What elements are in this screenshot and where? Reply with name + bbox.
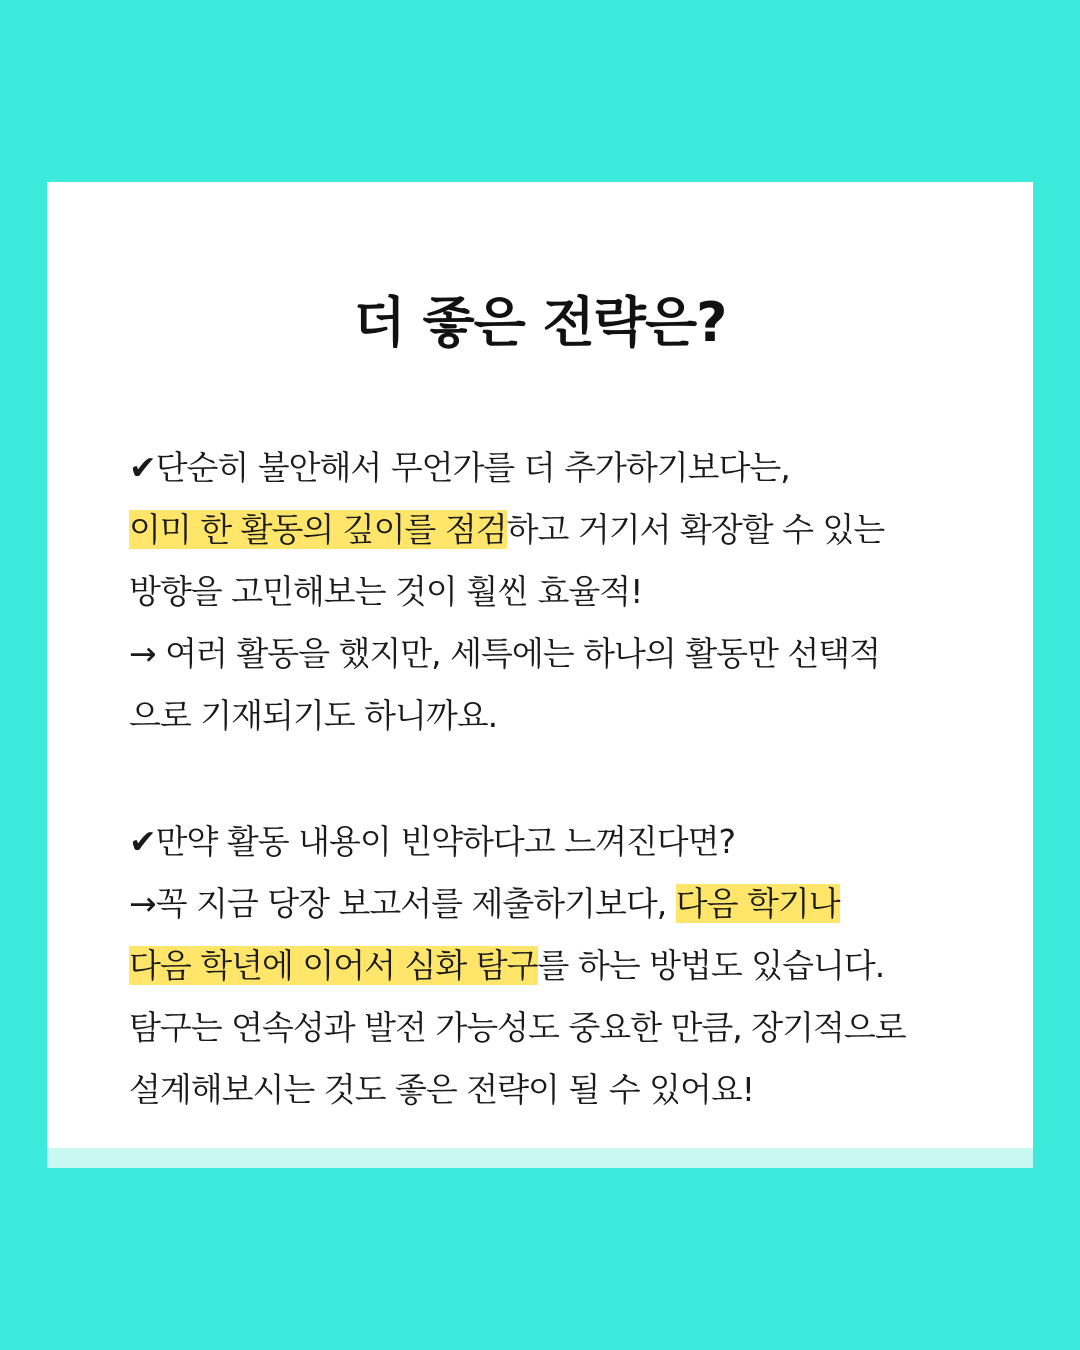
section2-line5: 설계해보시는 것도 좋은 전략이 될 수 있어요! [129, 1070, 754, 1109]
section2-line3-rest: 를 하는 방법도 있습니다. [537, 946, 885, 985]
content-card [47, 182, 1033, 1148]
section1-line5: 으로 기재되기도 하니까요. [129, 696, 498, 735]
highlight-deep-inquiry: 다음 학년에 이어서 심화 탐구 [129, 946, 538, 985]
card-bottom-strip [47, 1148, 1033, 1168]
section2-line3 [129, 935, 989, 997]
section2-line2 [129, 873, 989, 935]
section1-line4: → 여러 활동을 했지만, 세특에는 하나의 활동만 선택적 [129, 634, 881, 673]
section2-line2-prefix: →꼭 지금 당장 보고서를 제출하기보다, [129, 884, 676, 923]
body-text [129, 437, 989, 1121]
section1-line1: ✔단순히 불안해서 무언가를 더 추가하기보다는, [129, 448, 790, 487]
section2-line1: ✔만약 활동 내용이 빈약하다고 느껴진다면? [129, 822, 736, 861]
highlight-next-semester: 다음 학기나 [675, 884, 840, 923]
section-gap [129, 747, 989, 811]
highlight-depth-check: 이미 한 활동의 깊이를 점검 [129, 510, 507, 549]
section1-line3: 방향을 고민해보는 것이 훨씬 효율적! [129, 572, 643, 611]
section1-line2 [129, 499, 989, 561]
section1-line2-rest: 하고 거기서 확장할 수 있는 [506, 510, 885, 549]
section2-line4: 탐구는 연속성과 발전 가능성도 중요한 만큼, 장기적으로 [129, 1008, 906, 1047]
page-title: 더 좋은 전략은? [353, 291, 727, 354]
